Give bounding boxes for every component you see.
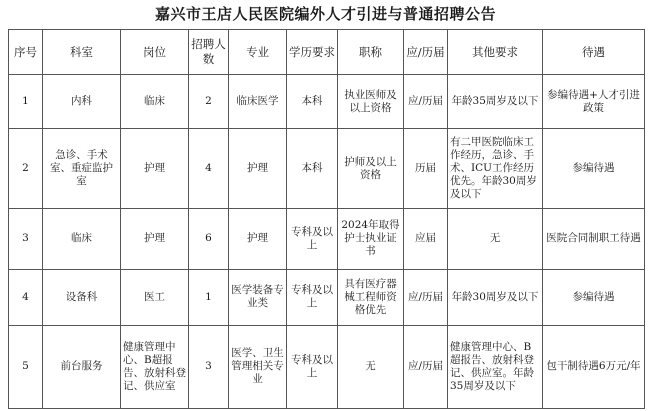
table-cell: 护理 [229, 129, 287, 209]
table-cell: 参编待遇+人才引进政策 [543, 75, 645, 129]
table-cell: 专科及以上 [287, 325, 338, 408]
page-title: 嘉兴市王店人民医院编外人才引进与普通招聘公告 [154, 5, 496, 23]
table-cell: 医学装备专业类 [229, 269, 287, 325]
table-cell: 3 [189, 325, 229, 408]
table-cell: 本科 [287, 129, 338, 209]
header-row [9, 30, 645, 75]
table-cell: 设备科 [43, 269, 121, 325]
table-cell: 临床 [43, 209, 121, 269]
table-cell: 应届 [404, 209, 448, 269]
header-cell: 序号 [9, 30, 43, 75]
table-cell: 5 [9, 325, 43, 408]
table-cell: 前台服务 [43, 325, 121, 408]
table-cell: 健康管理中心、B超报告、放射科登记、供应室。年龄35周岁及以下 [448, 325, 543, 408]
table-cell: 应/历届 [404, 269, 448, 325]
table-cell: 2 [9, 129, 43, 209]
table-cell: 2 [189, 75, 229, 129]
table-cell: 临床医学 [229, 75, 287, 129]
table-cell: 4 [189, 129, 229, 209]
table-cell: 医院合同制职工待遇 [543, 209, 645, 269]
recruitment-table [8, 29, 645, 409]
table-cell: 年龄35周岁及以下 [448, 75, 543, 129]
table-cell: 护理 [121, 129, 189, 209]
table-cell: 护理 [121, 209, 189, 269]
header-cell: 待遇 [543, 30, 645, 75]
table-cell: 护师及以上资格 [338, 129, 404, 209]
table-cell: 临床 [121, 75, 189, 129]
table-cell: 应/历届 [404, 75, 448, 129]
table-cell: 2024年取得护士执业证书 [338, 209, 404, 269]
table-cell: 有二甲医院临床工作经历，急诊、手术、ICU工作经历优先。年龄30周岁及以下 [448, 129, 543, 209]
table-cell: 应/历届 [404, 325, 448, 408]
table-cell: 4 [9, 269, 43, 325]
table-row [9, 269, 645, 325]
table-cell: 本科 [287, 75, 338, 129]
table-cell: 无 [448, 209, 543, 269]
table-cell: 6 [189, 209, 229, 269]
table-row [9, 325, 645, 408]
table-row [9, 209, 645, 269]
header-cell: 专业 [229, 30, 287, 75]
table-row [9, 75, 645, 129]
table-cell: 3 [9, 209, 43, 269]
table-cell: 健康管理中心、B超报告、放射科登记、供应室 [121, 325, 189, 408]
table-cell: 参编待遇 [543, 269, 645, 325]
table-cell: 专科及以上 [287, 209, 338, 269]
table-cell: 历届 [404, 129, 448, 209]
table-row [9, 129, 645, 209]
header-cell: 科室 [43, 30, 121, 75]
table-cell: 1 [9, 75, 43, 129]
table-cell: 急诊、手术室、重症监护室 [43, 129, 121, 209]
table-cell: 无 [338, 325, 404, 408]
table-cell: 执业医师及以上资格 [338, 75, 404, 129]
table-cell: 参编待遇 [543, 129, 645, 209]
header-cell: 学历要求 [287, 30, 338, 75]
table-cell: 护理 [229, 209, 287, 269]
table-cell: 1 [189, 269, 229, 325]
header-cell: 职称 [338, 30, 404, 75]
table-cell: 专科及以上 [287, 269, 338, 325]
header-cell: 岗位 [121, 30, 189, 75]
header-cell: 其他要求 [448, 30, 543, 75]
table-cell: 包干制待遇6万元/年 [543, 325, 645, 408]
header-cell: 应/历届 [404, 30, 448, 75]
table-cell: 具有医疗器械工程师资格优先 [338, 269, 404, 325]
table-cell: 年龄30周岁及以下 [448, 269, 543, 325]
table-cell: 内科 [43, 75, 121, 129]
header-cell: 招聘人数 [189, 30, 229, 75]
table-cell: 医学、卫生管理相关专业 [229, 325, 287, 408]
table-cell: 医工 [121, 269, 189, 325]
